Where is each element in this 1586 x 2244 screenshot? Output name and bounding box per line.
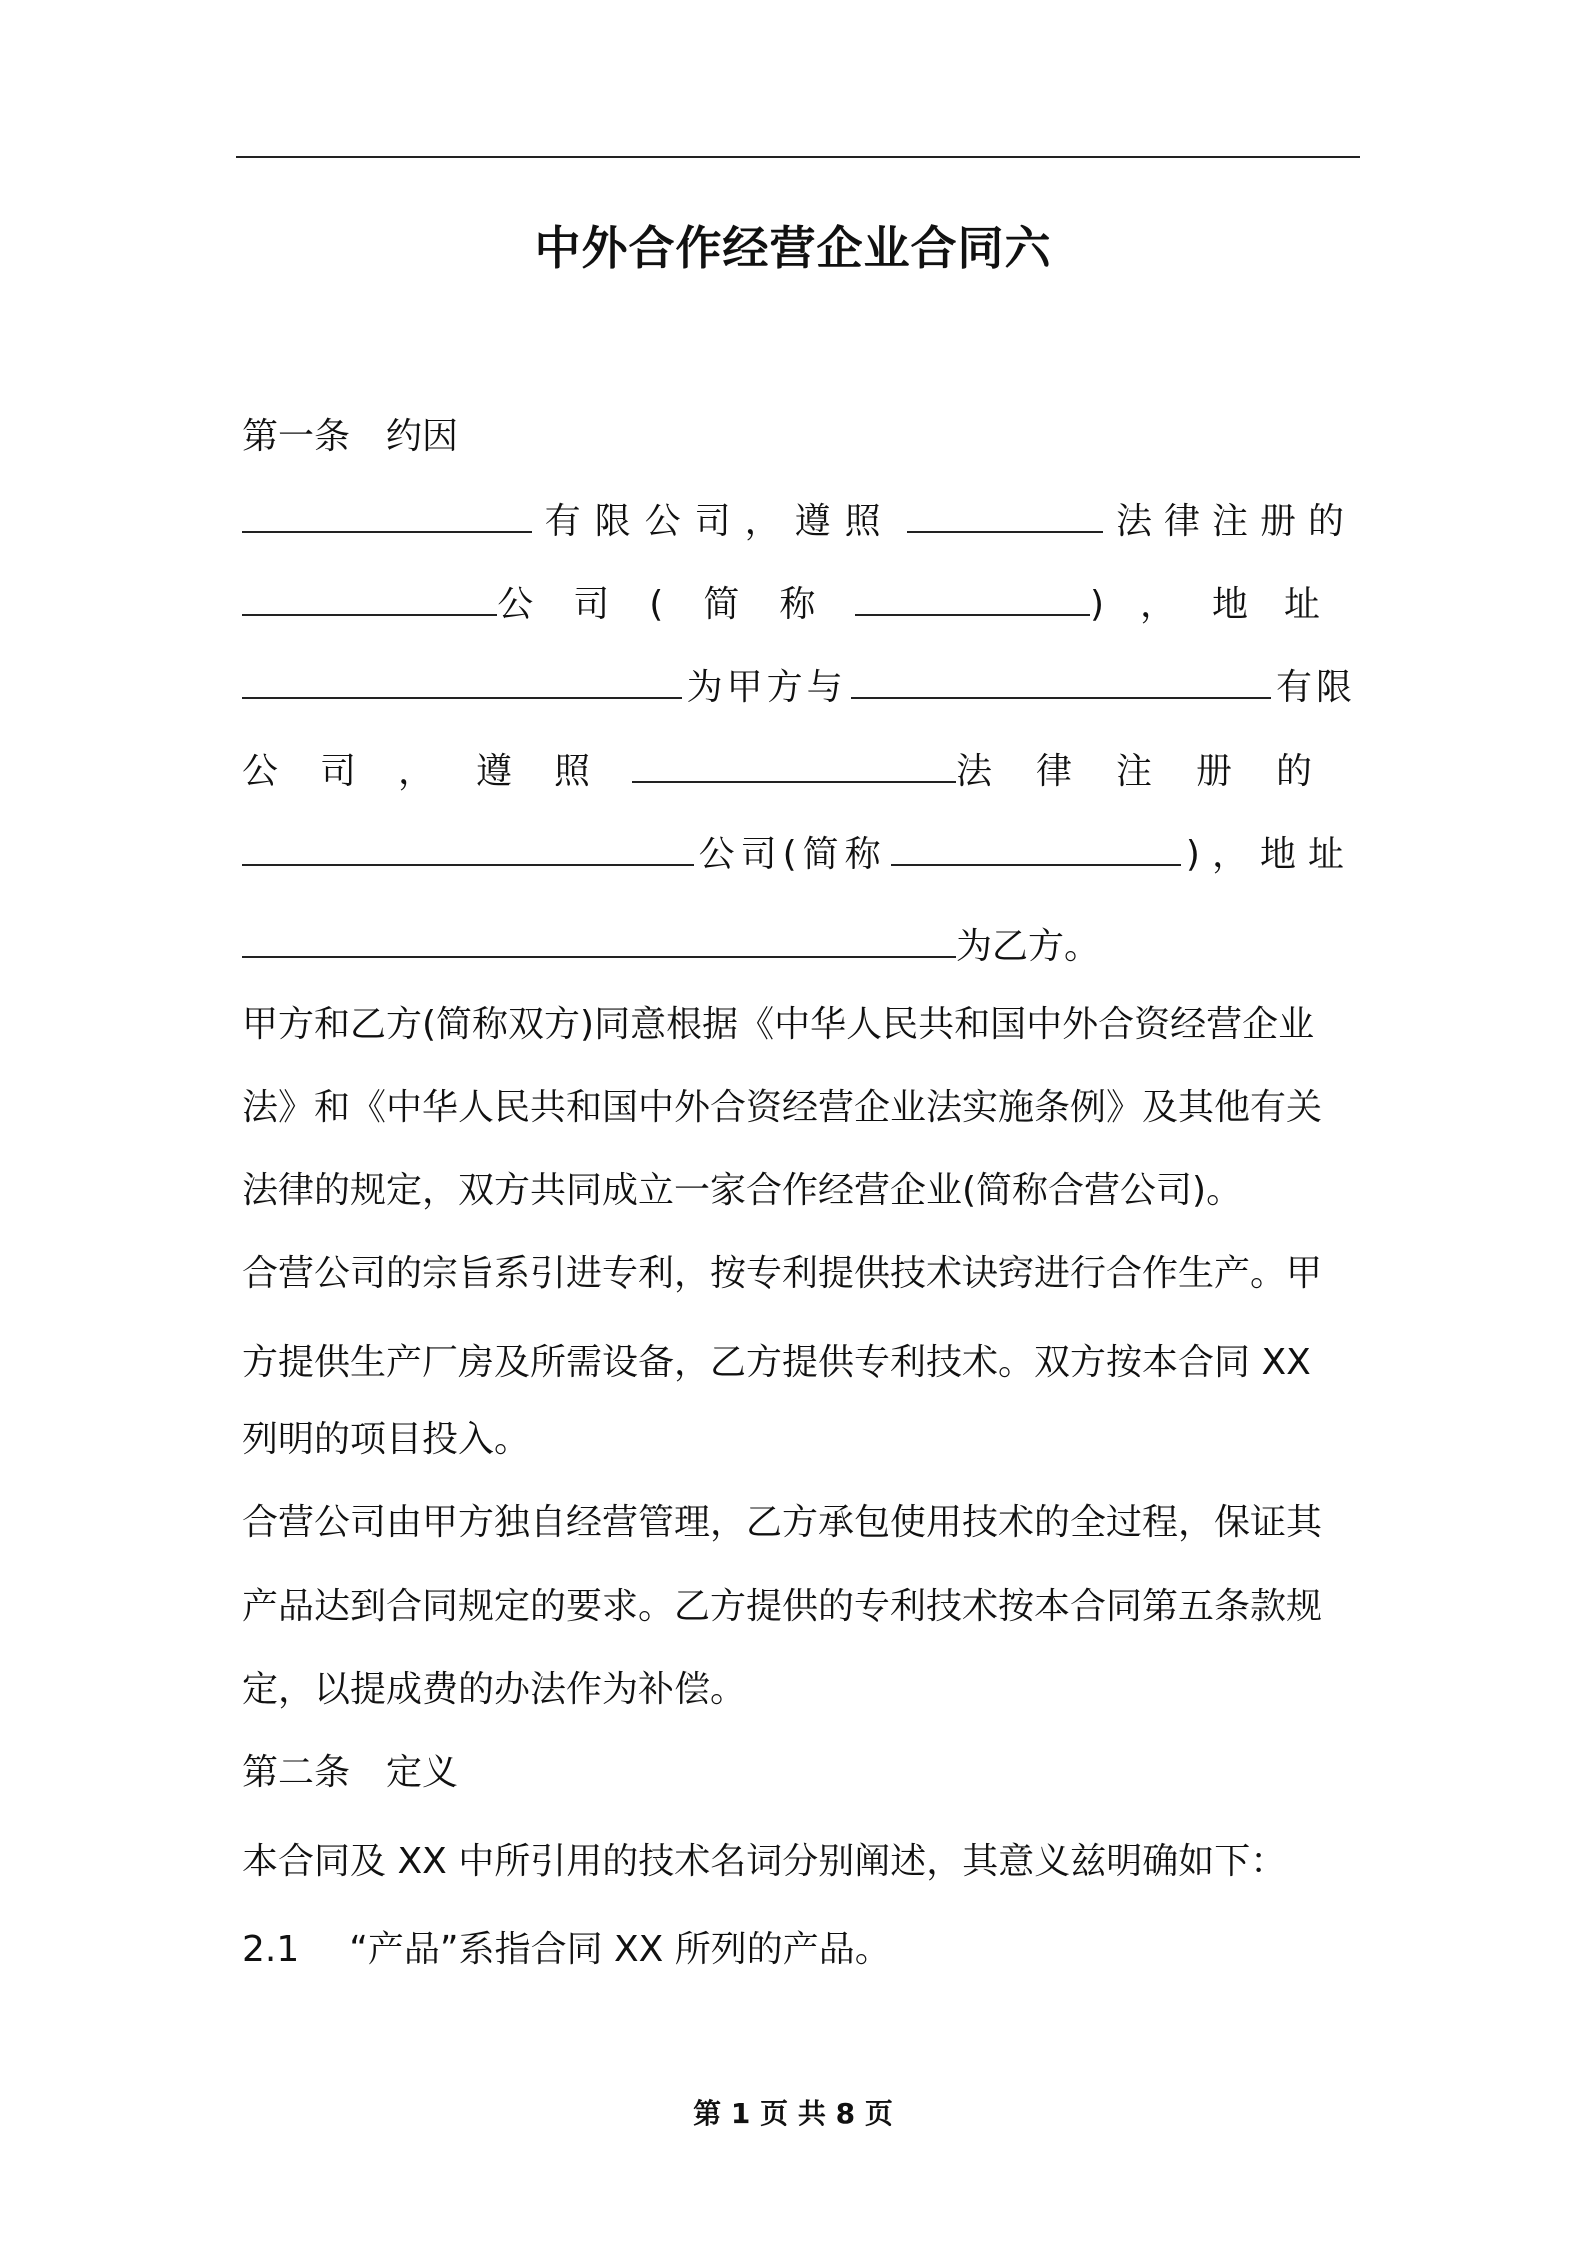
document-title: 中外合作经营企业合同六 [534,221,1052,275]
definition-2-1-number: 2.1 [242,1929,300,1970]
party-b-text-1: 公司，遵照 [242,751,633,792]
article1-title: 约因 [386,416,459,457]
article2-number: 第二条 [242,1752,351,1793]
article2-heading [242,1748,1356,1798]
article2-intro: 本合同及 XX 中所引用的技术名词分别阐述，其意义兹明确如下： [242,1841,1287,1882]
party-a-line-1 [242,497,1356,547]
party-b-text-5: 为乙方。 [956,926,1101,967]
article1-heading [242,412,1356,462]
article1-number: 第一条 [242,416,351,457]
blank-party-a-law[interactable] [907,501,1103,533]
definition-2-1 [242,1925,1356,1975]
blank-party-a-address[interactable] [242,667,682,699]
party-a-text-4: )，地址 [1089,584,1356,625]
paragraph-2-line-3: 列明的项目投入。 [242,1419,531,1460]
page-footer: 第 1 页 共 8 页 [693,2097,893,2130]
blank-party-a-company[interactable] [242,584,497,616]
party-a-text-3: 公司(简称 [497,584,856,625]
paragraph-2-line-2: 方提供生产厂房及所需设备，乙方提供专利技术。双方按本合同 XX [242,1342,1311,1383]
blank-party-b-address[interactable] [242,926,956,958]
blank-party-b-company[interactable] [242,834,694,866]
blank-party-b-law[interactable] [632,751,956,783]
party-b-text-4: )，地址 [1185,834,1356,875]
blank-party-b-name[interactable] [851,667,1271,699]
blank-party-a-short[interactable] [855,584,1090,616]
party-b-line-2 [242,830,1356,880]
paragraph-3-line-3: 定，以提成费的办法作为补偿。 [242,1669,747,1710]
header-rule [236,156,1360,158]
party-a-line-2 [242,580,1356,630]
paragraph-2-line-1: 合营公司的宗旨系引进专利，按专利提供技术诀窍进行合作生产。甲 [242,1253,1323,1294]
blank-party-b-short[interactable] [891,834,1181,866]
party-a-text-1: 有限公司，遵照 [544,501,895,542]
party-b-line-3 [242,922,1356,972]
paragraph-3-line-2: 产品达到合同规定的要求。乙方提供的专利技术按本合同第五条款规 [242,1586,1323,1627]
article2-title: 定义 [386,1752,459,1793]
paragraph-1-line-1: 甲方和乙方(简称双方)同意根据《中华人民共和国中外合资经营企业 [242,1004,1315,1045]
party-b-text-2: 法律注册的 [955,751,1356,792]
paragraph-3-line-1: 合营公司由甲方独自经营管理，乙方承包使用技术的全过程，保证其 [242,1502,1323,1543]
paragraph-1-line-3: 法律的规定，双方共同成立一家合作经营企业(简称合营公司)。 [242,1170,1243,1211]
party-a-text-6: 有限 [1275,667,1356,708]
party-a-line-3 [242,663,1356,713]
party-b-text-3: 公司(简称 [698,834,887,875]
definition-2-1-text: “产品”系指合同 XX 所列的产品。 [349,1929,891,1970]
paragraph-1-line-2: 法》和《中华人民共和国中外合资经营企业法实施条例》及其他有关 [242,1087,1323,1128]
blank-party-a-name[interactable] [242,501,532,533]
party-a-text-5: 为甲方与 [686,667,847,708]
party-a-text-2: 法律注册的 [1115,501,1356,542]
party-b-line-1 [242,747,1356,797]
